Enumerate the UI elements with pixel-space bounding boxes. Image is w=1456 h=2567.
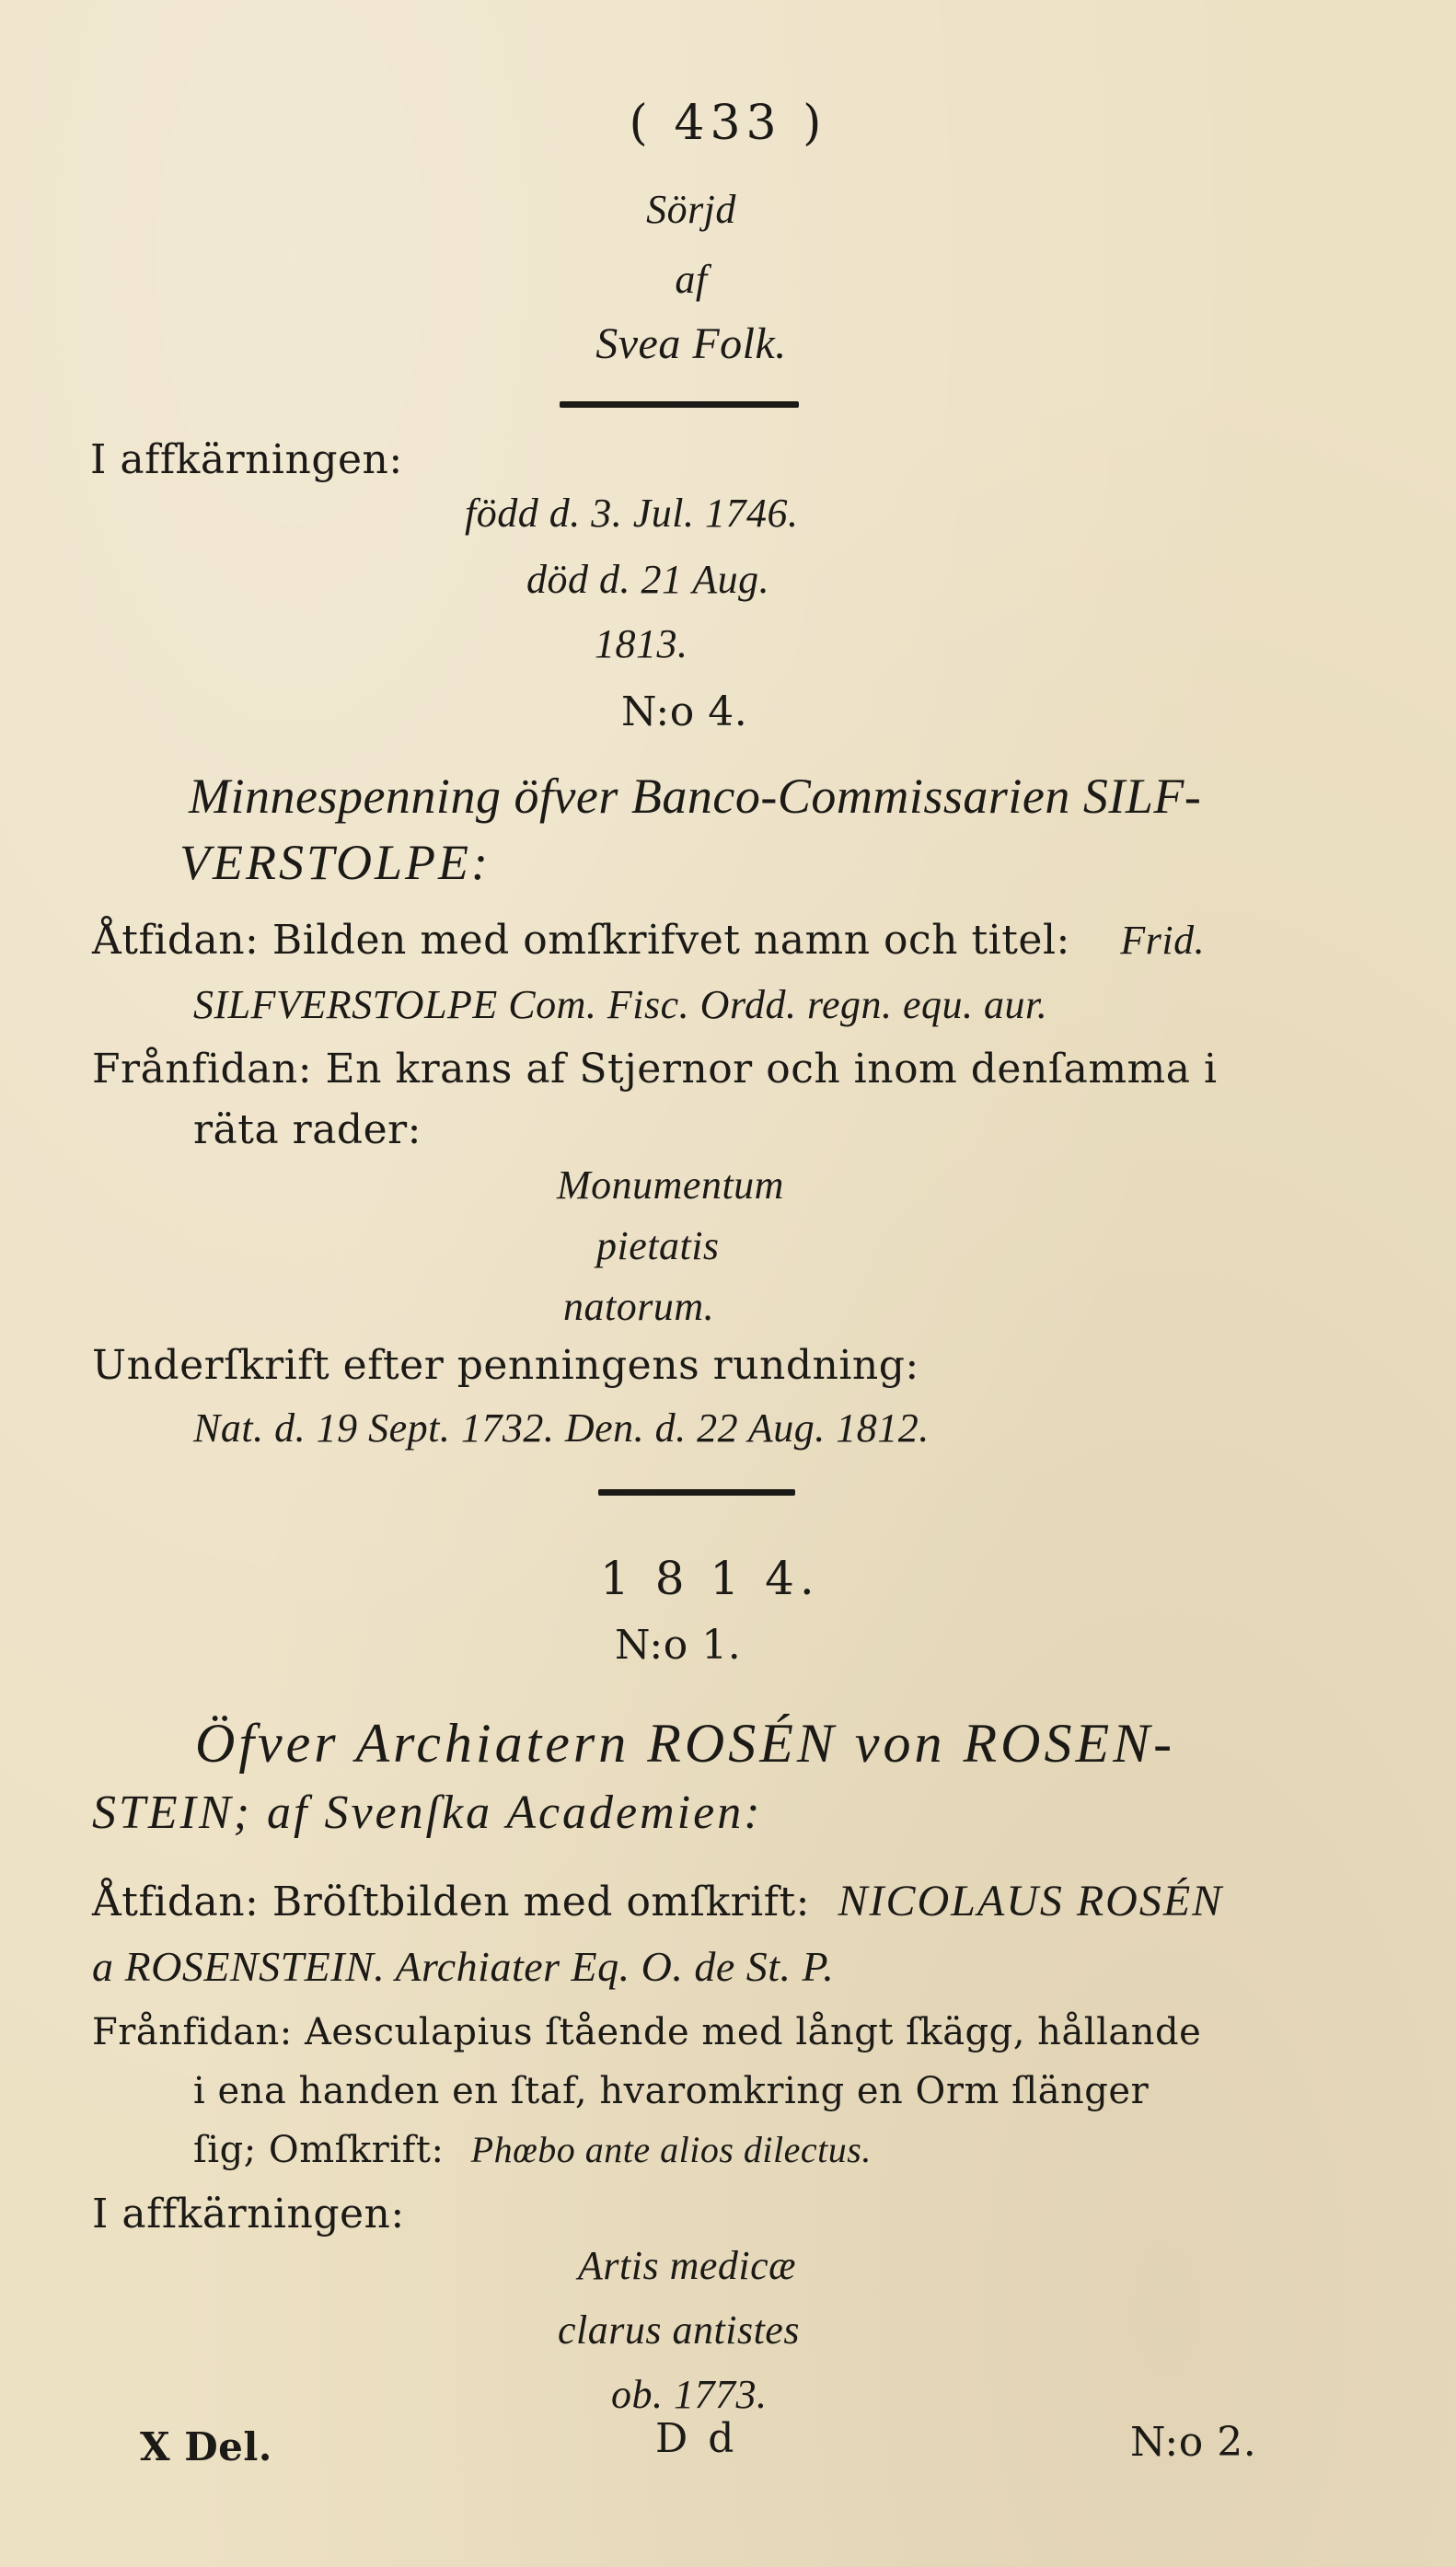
exergue-1814-line-1: Artis medicæ — [578, 2243, 796, 2288]
exergue-label-1814: I affkärningen: — [92, 2191, 405, 2237]
reverse-motto-1814: Phœbo ante alios dilectus. — [470, 2129, 872, 2170]
signature-left: X Del. — [140, 2424, 272, 2469]
exergue-1814-line-3: ob. 1773. — [611, 2372, 768, 2417]
subscript-label: Underſkrift efter penningens rundning: — [92, 1342, 919, 1389]
exergue-line-died: död d. 21 Aug. — [526, 557, 770, 602]
title-line-svea-folk: Svea Folk. — [595, 319, 787, 368]
reverse-inscription-line-1: Monumentum — [557, 1162, 784, 1208]
divider-rule-middle — [598, 1489, 795, 1496]
signature-mark: D d — [655, 2415, 738, 2462]
reverse-text-1814-line-1: Frånfidan: Aesculapius ſtående med långt ſkägg, hållande — [92, 2011, 1202, 2053]
catchword: N:o 2. — [1130, 2419, 1257, 2466]
obverse-label: Åtfidan: Bilden med omſkrifvet namn och titel: — [92, 917, 1070, 964]
medal-title-1814-line-1: Öfver Archiatern ROSÉN von ROSEN- — [195, 1713, 1176, 1774]
title-line-af: af — [675, 257, 708, 302]
reverse-text-1813-line-2: räta rader: — [193, 1106, 422, 1153]
obverse-name-1814: NICOLAUS ROSÉN — [838, 1877, 1224, 1925]
obverse-inscription-1814: a ROSENSTEIN. Archiater Eq. O. de St. P. — [92, 1943, 835, 1990]
reverse-text-1814-line-3 — [193, 2129, 872, 2171]
obverse-text-1814 — [92, 1879, 1223, 1924]
obverse-text-1813 — [92, 917, 1206, 964]
reverse-label-1814: ſig; Omſkrift: — [193, 2129, 445, 2171]
exergue-label-1813: I affkärningen: — [90, 436, 403, 483]
reverse-inscription-line-3: natorum. — [563, 1284, 715, 1329]
medal-number-1: N:o 1. — [615, 1622, 742, 1669]
obverse-label-1814: Åtfidan: Bröſtbilden med omſkrift: — [92, 1879, 810, 1925]
obverse-inscription-1813: SILFVERSTOLPE Com. Fisc. Ordd. regn. equ. aur. — [193, 982, 1048, 1027]
year-heading-1814: 1 8 1 4. — [600, 1552, 820, 1605]
reverse-text-1814-line-2: i ena handen en ſtaf, hvaromkring en Orm ſlänger — [193, 2070, 1150, 2112]
medal-title-1814-line-2: STEIN; af Svenſka Academien: — [92, 1786, 763, 1839]
exergue-line-year: 1813. — [595, 621, 688, 666]
page-number: ( 433 ) — [629, 96, 827, 151]
subscript-dates: Nat. d. 19 Sept. 1732. Den. d. 22 Aug. 1812. — [193, 1405, 930, 1451]
medal-title-line-2: VERSTOLPE: — [179, 835, 491, 890]
reverse-text-1813-line-1: Frånfidan: En krans af Stjernor och inom denſamma i — [92, 1046, 1218, 1093]
reverse-inscription-line-2: pietatis — [596, 1223, 720, 1268]
exergue-line-born: född d. 3. Jul. 1746. — [465, 491, 799, 536]
title-line-sorjd: Sörjd — [646, 187, 736, 232]
divider-rule-top — [560, 401, 799, 408]
medal-number-4: N:o 4. — [621, 688, 748, 735]
obverse-name: Frid. — [1120, 918, 1206, 963]
exergue-1814-line-2: clarus antistes — [558, 2307, 800, 2353]
medal-title-line-1: Minnespenning öfver Banco-Commissarien SILF- — [189, 769, 1202, 824]
